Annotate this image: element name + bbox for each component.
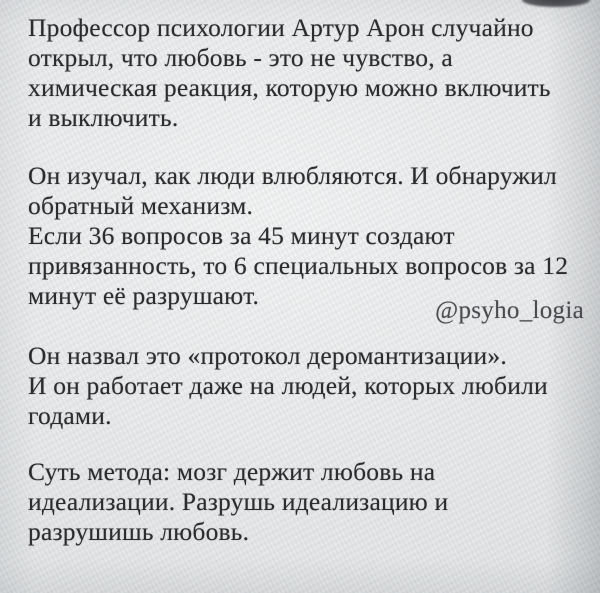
text-line: открыл, что любовь - это не чувство, а [28,43,453,72]
paragraph [28,13,582,133]
paragraph [28,457,582,547]
text-line: минут её разрушают. [28,281,260,310]
text-line: Он изучал, как люди влюбляются. И обнаружил [28,161,557,190]
paragraph [28,341,582,431]
text-line: разрушишь любовь. [28,517,250,546]
text-body [28,13,582,547]
text-line: Суть метода: мозг держит любовь на [28,457,436,486]
text-line: годами. [28,401,112,430]
text-line: Если 36 вопросов за 45 минут создают [28,221,455,250]
text-line: обратный механизм. [28,191,254,220]
paragraph [28,161,582,311]
text-line: химическая реакция, которую можно включить [28,73,551,102]
watermark-handle: @psyho_logia [435,297,584,324]
text-line: Профессор психологии Артур Арон случайно [28,13,534,42]
text-line: привязанность, то 6 специальных вопросов за 12 [28,251,569,280]
text-line: идеализации. Разрушь идеализацию и [28,487,449,516]
text-line: И он работает даже на людей, которых любили [28,371,548,400]
text-line: Он назвал это «протокол деромантизации». [28,341,507,370]
text-line: и выключить. [28,103,179,132]
dark-object-edge [522,0,590,7]
